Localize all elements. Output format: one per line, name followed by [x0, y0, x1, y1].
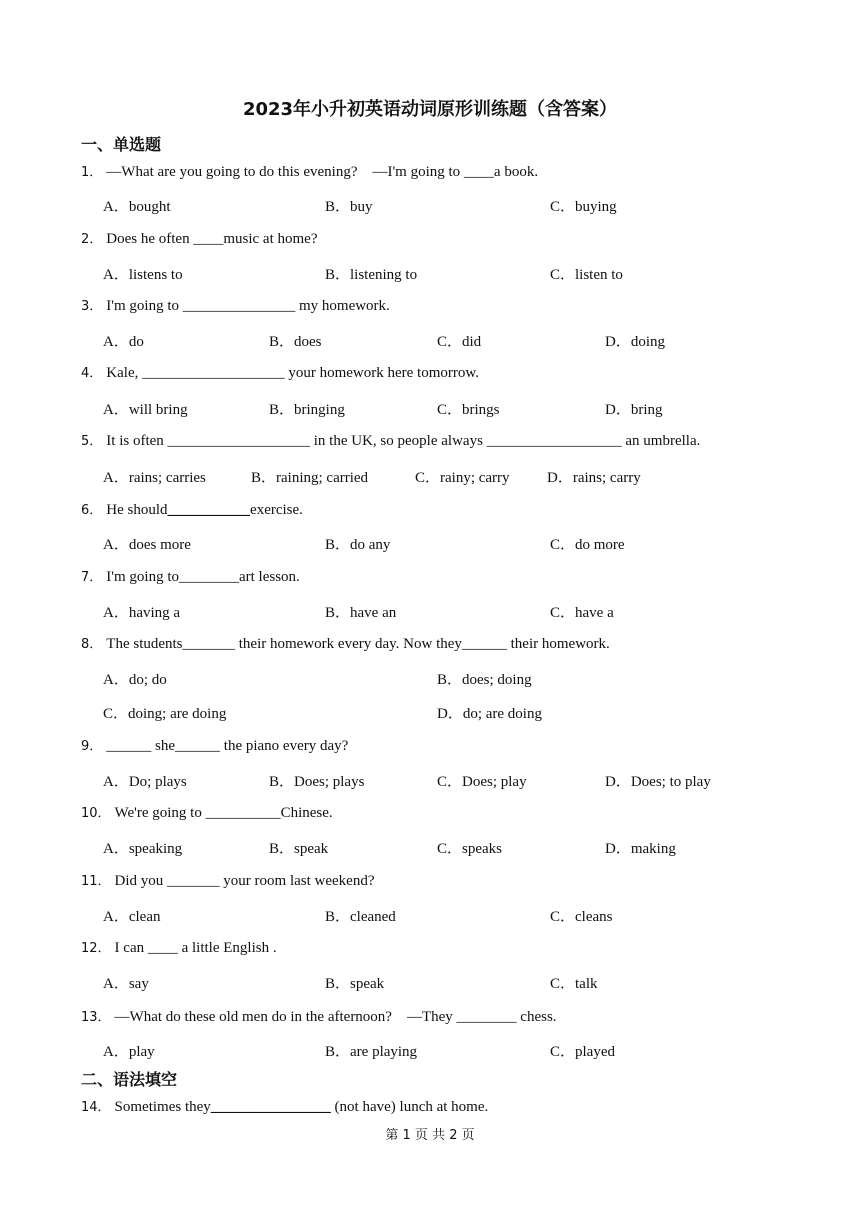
option-d: D．do; are doing [437, 706, 542, 722]
option-c: C．do more [550, 537, 625, 553]
question-9 [81, 735, 348, 755]
question-number: 14． [81, 1100, 111, 1115]
question-number: 9． [81, 739, 103, 754]
question-text: —What do these old men do in the afternoon? —They ________ chess. [114, 1009, 557, 1025]
option-c: C．cleans [550, 909, 613, 925]
option-b: B．raining; carried [251, 470, 369, 486]
option-a: A．will bring [103, 402, 188, 418]
option-b: B．speak [325, 976, 385, 992]
option-c: C．have a [550, 605, 614, 621]
question-number: 12． [81, 941, 111, 956]
question-number: 11． [81, 874, 111, 889]
option-a: A．play [103, 1044, 155, 1060]
answer-blank: ________________ [210, 1099, 331, 1115]
option-c: C．did [437, 334, 482, 350]
option-c: C．rainy; carry [415, 470, 510, 486]
question-text: (not have) lunch at home. [330, 1099, 489, 1115]
question-2 [81, 228, 317, 248]
question-number: 8． [81, 637, 103, 652]
question-text: —What are you going to do this evening? —I'm going to ____a book. [106, 164, 539, 180]
question-number: 6． [81, 503, 103, 518]
question-5 [81, 430, 700, 450]
option-c: C．played [550, 1044, 615, 1060]
option-b: B．are playing [325, 1044, 418, 1060]
question-text: Sometimes they [114, 1099, 211, 1115]
option-b: B．cleaned [325, 909, 396, 925]
option-a: A．clean [103, 909, 161, 925]
section-heading-grammar-fill: 二、语法填空 [81, 1070, 178, 1089]
option-c: C．doing; are doing [103, 706, 227, 722]
question-12 [81, 937, 277, 957]
question-7 [81, 566, 300, 586]
question-text: I can ____ a little English . [114, 940, 277, 956]
option-b: B．do any [325, 537, 391, 553]
question-11 [81, 870, 375, 890]
question-13 [81, 1005, 557, 1026]
option-b: B．Does; plays [269, 774, 365, 790]
question-14 [81, 1096, 488, 1116]
section-heading-single-choice: 一、单选题 [81, 135, 162, 154]
option-a: A．having a [103, 605, 181, 621]
question-number: 4． [81, 366, 103, 381]
answer-blank: ___________ [167, 502, 251, 518]
option-c: C．buying [550, 199, 617, 215]
question-number: 10． [81, 806, 111, 821]
question-4 [81, 362, 479, 382]
option-d: D．Does; to play [605, 774, 711, 790]
question-6 [81, 499, 303, 519]
option-b: B．speak [269, 841, 329, 857]
question-8 [81, 633, 610, 653]
option-c: C．brings [437, 402, 500, 418]
question-text: I'm going to________art lesson. [106, 569, 300, 585]
option-c: C．speaks [437, 841, 502, 857]
question-text: The students_______ their homework every day. Now they______ their homework. [106, 636, 610, 652]
option-a: A．Do; plays [103, 774, 187, 790]
question-text: Does he often ____music at home? [106, 231, 318, 247]
option-b: B．listening to [325, 267, 418, 283]
question-text: It is often ___________________ in the UK, so people always __________________ an umbrella. [106, 433, 701, 449]
option-b: B．does; doing [437, 672, 532, 688]
option-c: C．talk [550, 976, 598, 992]
question-10 [81, 802, 333, 822]
question-number: 2． [81, 232, 103, 247]
option-d: D．rains; carry [547, 470, 641, 486]
question-1 [81, 160, 538, 181]
question-text: Kale, ___________________ your homework here tomorrow. [106, 365, 479, 381]
question-number: 5． [81, 434, 103, 449]
option-c: C．Does; play [437, 774, 527, 790]
option-d: D．making [605, 841, 676, 857]
option-a: A．speaking [103, 841, 183, 857]
option-a: A．do; do [103, 672, 167, 688]
option-a: A．listens to [103, 267, 183, 283]
option-a: A．do [103, 334, 144, 350]
question-number: 7． [81, 570, 103, 585]
option-b: B．have an [325, 605, 397, 621]
question-text: ______ she______ the piano every day? [106, 738, 349, 754]
question-text: He should [106, 502, 168, 518]
option-b: B．bringing [269, 402, 345, 418]
option-b: B．buy [325, 199, 373, 215]
question-number: 1． [81, 165, 103, 180]
page-footer: 第 1 页 共 2 页 [385, 1128, 475, 1143]
option-d: D．doing [605, 334, 666, 350]
option-c: C．listen to [550, 267, 623, 283]
option-d: D．bring [605, 402, 663, 418]
question-number: 13． [81, 1010, 111, 1025]
option-a: A．bought [103, 199, 171, 215]
document-title: 2023年小升初英语动词原形训练题（含答案） [242, 99, 618, 120]
question-text: Did you _______ your room last weekend? [114, 873, 375, 889]
question-3 [81, 295, 390, 315]
option-b: B．does [269, 334, 322, 350]
question-text: exercise. [250, 502, 303, 518]
question-text: We're going to __________Chinese. [114, 805, 333, 821]
option-a: A．say [103, 976, 149, 992]
option-a: A．rains; carries [103, 470, 206, 486]
question-number: 3． [81, 299, 103, 314]
question-text: I'm going to _______________ my homework. [106, 298, 390, 314]
option-a: A．does more [103, 537, 191, 553]
